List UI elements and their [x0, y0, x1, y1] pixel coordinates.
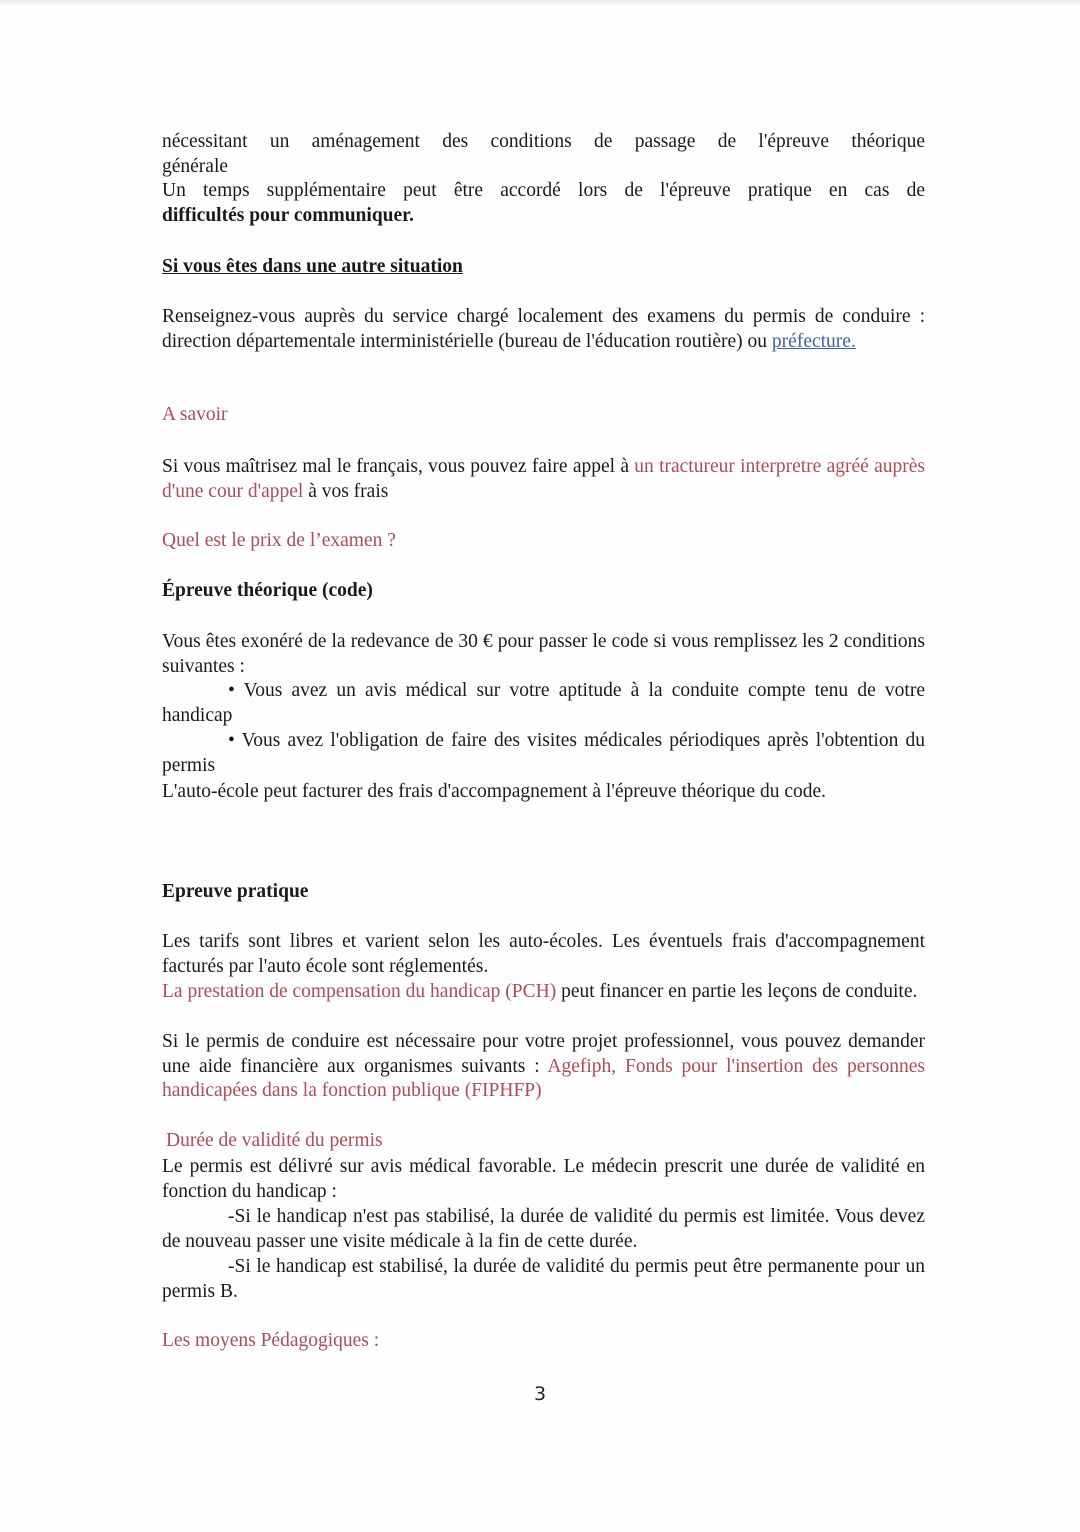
- intro-bold-line: difficultés pour communiquer.: [162, 205, 414, 227]
- practical-p3: [162, 1030, 925, 1104]
- intro-paragraph: [162, 130, 925, 229]
- agefiph-fiphfp-link[interactable]: Agefiph, Fonds pour l'insertion des personnes handicapées dans la fonction publique (FIPHFP): [162, 1055, 925, 1102]
- validity-heading: Durée de validité du permis: [166, 1130, 383, 1151]
- interpreter-link[interactable]: un tractureur interpretre agréé auprès d'une cour d'appel: [162, 456, 925, 502]
- other-situation-text: Renseignez-vous auprès du service chargé localement des examens du permis de conduire : direction départementale interministérielle (bureau de l'éducation routière) ou: [162, 306, 925, 352]
- other-situation-heading: Si vous êtes dans une autre situation: [162, 256, 463, 277]
- theory-note: L'auto-école peut facturer des frais d'accompagnement à l'épreuve théorique du code.: [162, 781, 827, 802]
- a-savoir-text-after: à vos frais: [303, 480, 389, 502]
- theory-exam-intro: Vous êtes exonéré de la redevance de 30 € pour passer le code si vous remplissez les 2 conditions suivantes :: [162, 631, 925, 677]
- intro-line-2: générale: [162, 155, 229, 177]
- practical-p1: Les tarifs sont libres et varient selon les auto-écoles. Les éventuels frais d'accompagnement facturés par l'auto école sont réglementés.: [162, 931, 925, 977]
- practical-p2-text: peut financer en partie les leçons de conduite.: [556, 981, 918, 1002]
- practical-p2: [162, 980, 925, 1005]
- prefecture-link[interactable]: préfecture.: [771, 330, 856, 352]
- validity-p1: Le permis est délivré sur avis médical favorable. Le médecin prescrit une durée de validité en fonction du handicap :: [162, 1156, 925, 1202]
- practical-exam-heading: Epreuve pratique: [162, 881, 309, 902]
- theory-bullet-1: • Vous avez un avis médical sur votre aptitude à la conduite compte tenu de votre handicap: [162, 680, 925, 726]
- practical-p3-text: Si le permis de conduire est nécessaire pour votre projet professionnel, vous pouvez demander une aide financière aux organismes suivants :: [162, 1031, 925, 1077]
- a-savoir-heading: A savoir: [162, 404, 228, 425]
- theory-bullet-2: • Vous avez l'obligation de faire des visites médicales périodiques après l'obtention du permis: [162, 730, 925, 776]
- teaching-means-heading: Les moyens Pédagogiques :: [162, 1330, 380, 1351]
- page-top-edge: [0, 0, 1080, 6]
- validity-item-1: -Si le handicap n'est pas stabilisé, la durée de validité du permis est limitée. Vous devez de nouveau passer une visite médicale à la fin de cette durée.: [162, 1206, 925, 1252]
- intro-line-3: Un temps supplémentaire peut être accordé lors de l'épreuve pratique en cas de: [162, 180, 925, 202]
- a-savoir-text: Si vous maîtrisez mal le français, vous pouvez faire appel à: [162, 456, 635, 477]
- page-number: 3: [533, 1383, 547, 1405]
- other-situation-paragraph: [162, 305, 925, 354]
- theory-exam-heading: Épreuve théorique (code): [162, 580, 373, 601]
- validity-item-2: -Si le handicap est stabilisé, la durée de validité du permis peut être permanente pour un permis B.: [162, 1256, 925, 1302]
- intro-line-1: nécessitant un aménagement des conditions de passage de l'épreuve théorique: [162, 131, 925, 152]
- price-heading: Quel est le prix de l’examen ?: [162, 530, 396, 551]
- a-savoir-paragraph: [162, 455, 925, 504]
- pch-link[interactable]: La prestation de compensation du handicap (PCH): [162, 981, 557, 1002]
